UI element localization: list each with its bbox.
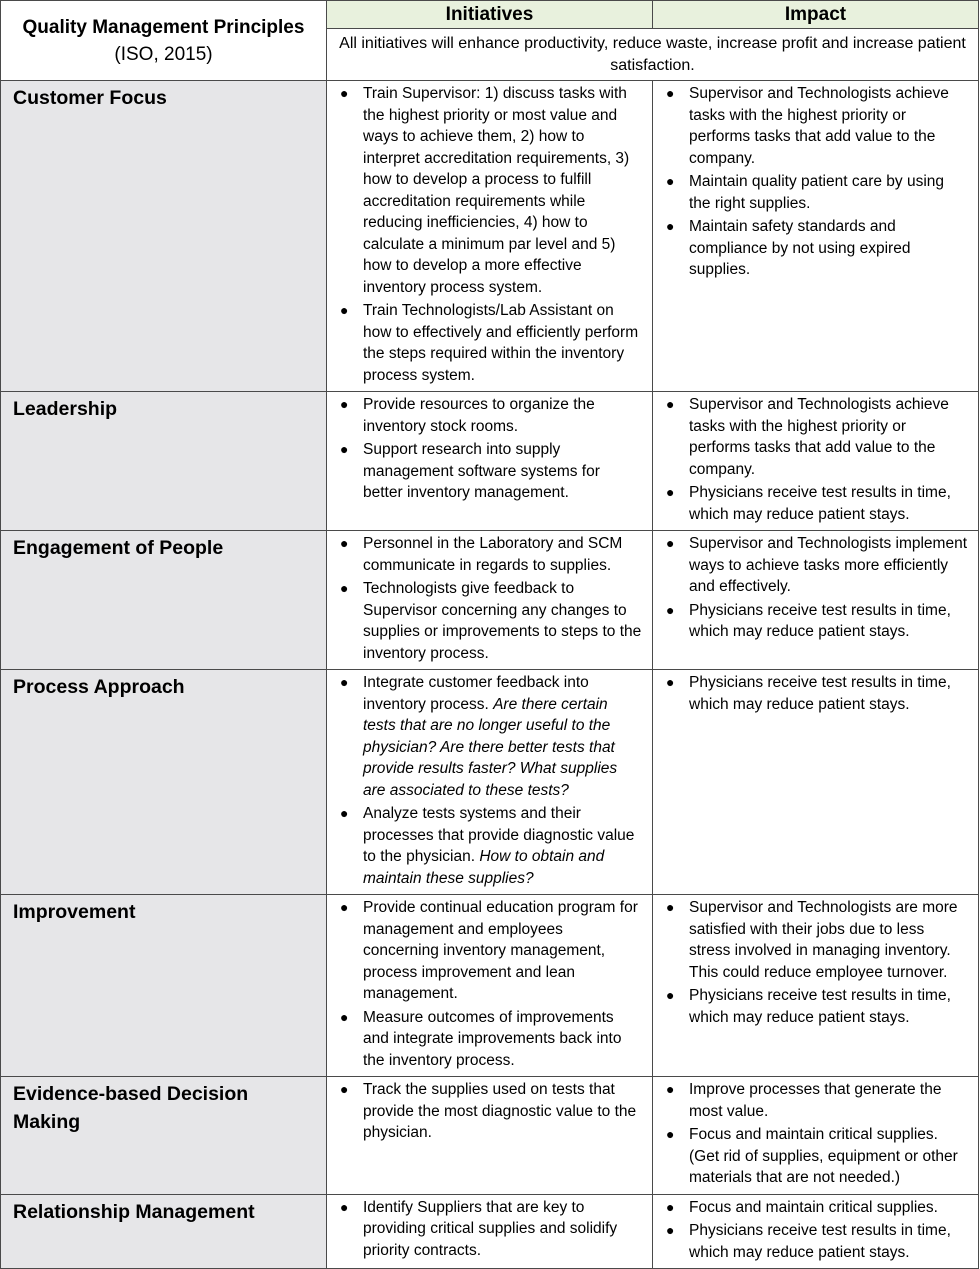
- list-item-text: Physicians receive test results in time, which may reduce patient stays.: [689, 484, 951, 523]
- list-item-text: Support research into supply management software systems for better inventory management.: [363, 441, 600, 501]
- bullet-icon: ●: [666, 1198, 675, 1215]
- impact-cell: [653, 1194, 979, 1269]
- list-item: [337, 672, 642, 801]
- list-item-text: Maintain quality patient care by using the right supplies.: [689, 173, 945, 212]
- bullet-list: [663, 83, 968, 281]
- bullet-icon: ●: [666, 535, 675, 551]
- table-row: [1, 895, 979, 1077]
- bullet-list: [663, 897, 968, 1028]
- list-item: [337, 533, 642, 576]
- list-item-text: Physicians receive test results in time, which may reduce patient stays.: [689, 601, 951, 640]
- bullet-icon: ●: [666, 218, 675, 234]
- bullet-list: [337, 533, 642, 664]
- bullet-list: [337, 1079, 642, 1144]
- table-row: [1, 531, 979, 670]
- list-item-text: Train Technologists/Lab Assistant on how to effectively and efficiently perform the steps required within the inventory process system.: [363, 302, 639, 384]
- principle-label: Leadership: [1, 392, 327, 531]
- list-item-text: Supervisor and Technologists achieve tasks with the highest priority or performs tasks that add value to the company.: [689, 85, 949, 167]
- impact-header: Impact: [653, 1, 979, 29]
- list-item-text: Analyze tests systems and their processes that provide diagnostic value to the physician.: [363, 805, 635, 865]
- bullet-list: [337, 897, 642, 1071]
- bullet-icon: ●: [340, 441, 349, 457]
- list-item: [337, 83, 642, 298]
- principle-header: [1, 1, 327, 81]
- principle-header-source: (ISO, 2015): [114, 43, 213, 65]
- list-item-text: Provide continual education program for management and employees concerning inventory management, process improvement and lean management.: [363, 899, 638, 1002]
- bullet-list: [663, 1197, 968, 1264]
- principle-label: Evidence-based Decision Making: [1, 1077, 327, 1195]
- list-item-text: Supervisor and Technologists are more satisfied with their jobs due to less stress involved in managing inventory. This could reduce employee turnover.: [689, 899, 958, 981]
- principle-label: Process Approach: [1, 670, 327, 895]
- bullet-icon: ●: [340, 805, 349, 821]
- initiatives-cell: [327, 81, 653, 392]
- list-item: [337, 897, 642, 1005]
- bullet-list: [663, 672, 968, 715]
- bullet-icon: ●: [666, 1222, 675, 1238]
- bullet-list: [337, 394, 642, 504]
- principle-header-title: Quality Management Principles: [22, 16, 305, 38]
- list-item-text: Physicians receive test results in time, which may reduce patient stays.: [689, 1222, 951, 1261]
- bullet-icon: ●: [340, 580, 349, 596]
- list-item-text: Supervisor and Technologists implement ways to achieve tasks more efficiently and effectively.: [689, 535, 968, 595]
- list-item: [337, 300, 642, 386]
- bullet-icon: ●: [340, 396, 349, 412]
- table-row: [1, 392, 979, 531]
- list-item: [663, 600, 968, 643]
- list-item: [663, 1220, 968, 1263]
- list-item: [663, 83, 968, 169]
- initiatives-cell: [327, 1194, 653, 1269]
- bullet-icon: ●: [340, 1198, 349, 1215]
- list-item-text: Focus and maintain critical supplies. (Get rid of supplies, equipment or other materials that are not needed.): [689, 1126, 958, 1186]
- principle-label: Improvement: [1, 895, 327, 1077]
- initiatives-cell: [327, 1077, 653, 1195]
- list-item: [337, 803, 642, 889]
- list-item: [663, 171, 968, 214]
- impact-cell: [653, 895, 979, 1077]
- initiatives-cell: [327, 670, 653, 895]
- initiatives-cell: [327, 531, 653, 670]
- header-row: [1, 1, 979, 29]
- list-item: [663, 1124, 968, 1189]
- list-item: [663, 533, 968, 598]
- list-item-text: Identify Suppliers that are key to providing critical supplies and solidify priority contracts.: [363, 1198, 618, 1259]
- impact-cell: [653, 392, 979, 531]
- bullet-icon: ●: [340, 674, 349, 690]
- bullet-icon: ●: [666, 396, 675, 412]
- list-item: [663, 897, 968, 983]
- list-item: [337, 1197, 642, 1262]
- list-item: [663, 394, 968, 480]
- bullet-icon: ●: [666, 674, 675, 690]
- bullet-list: [663, 1079, 968, 1189]
- list-item: [663, 985, 968, 1028]
- list-item-text: Provide resources to organize the inventory stock rooms.: [363, 396, 595, 435]
- list-item-text: Physicians receive test results in time, which may reduce patient stays.: [689, 987, 951, 1026]
- initiatives-header: Initiatives: [327, 1, 653, 29]
- list-item: [663, 1079, 968, 1122]
- table-row: [1, 1077, 979, 1195]
- bullet-list: [663, 533, 968, 643]
- bullet-icon: ●: [340, 85, 349, 101]
- list-item: [337, 439, 642, 504]
- list-item: [663, 216, 968, 281]
- list-item-text: Maintain safety standards and compliance by not using expired supplies.: [689, 218, 911, 278]
- list-item-text: Technologists give feedback to Supervisor concerning any changes to supplies or improvements to steps to the inventory process.: [363, 580, 642, 662]
- bullet-icon: ●: [340, 899, 349, 915]
- table-row: [1, 670, 979, 895]
- principle-label: Relationship Management: [1, 1194, 327, 1269]
- list-item-text: Focus and maintain critical supplies.: [689, 1198, 938, 1216]
- bullet-list: [337, 672, 642, 889]
- table-row: [1, 1194, 979, 1269]
- initiatives-cell: [327, 392, 653, 531]
- list-item-question: How to obtain and maintain these supplies?: [363, 848, 605, 887]
- list-item-text: Supervisor and Technologists achieve tasks with the highest priority or performs tasks that add value to the company.: [689, 396, 949, 478]
- list-item-text: Measure outcomes of improvements and integrate improvements back into the inventory process.: [363, 1008, 622, 1069]
- bullet-icon: ●: [340, 1081, 349, 1097]
- bullet-icon: ●: [340, 1008, 349, 1025]
- initiatives-cell: [327, 895, 653, 1077]
- bullet-icon: ●: [666, 1126, 675, 1142]
- list-item: [337, 578, 642, 664]
- bullet-icon: ●: [666, 899, 675, 915]
- list-item: [337, 394, 642, 437]
- bullet-list: [337, 1197, 642, 1262]
- list-item-text: Personnel in the Laboratory and SCM communicate in regards to supplies.: [363, 535, 623, 574]
- list-item: [663, 482, 968, 525]
- list-item: [337, 1079, 642, 1144]
- bullet-icon: ●: [340, 302, 349, 318]
- list-item: [663, 1197, 968, 1219]
- bullet-icon: ●: [666, 484, 675, 500]
- list-item-text: Integrate customer feedback into inventory process.: [363, 674, 589, 713]
- list-item-text: Track the supplies used on tests that provide the most diagnostic value to the physician.: [363, 1081, 637, 1141]
- list-item-text: Improve processes that generate the most value.: [689, 1081, 942, 1120]
- bullet-list: [337, 83, 642, 386]
- bullet-icon: ●: [666, 601, 675, 618]
- bullet-icon: ●: [666, 987, 675, 1003]
- list-item: [663, 672, 968, 715]
- impact-cell: [653, 81, 979, 392]
- impact-cell: [653, 1077, 979, 1195]
- list-item-text: Train Supervisor: 1) discuss tasks with the highest priority or most value and ways to achieve them, 2) how to interpret accreditation requirements, 3) how to develop a process to fulfill accreditation requirements while reducing inefficiencies, 4) how to calculate a minimum par level and 5) how to develop a more effective inventory process system.: [363, 85, 630, 296]
- impact-cell: [653, 531, 979, 670]
- bullet-icon: ●: [666, 1081, 675, 1097]
- impact-cell: [653, 670, 979, 895]
- table-row: [1, 81, 979, 392]
- bullet-icon: ●: [666, 173, 675, 189]
- header-note: All initiatives will enhance productivity, reduce waste, increase profit and increase patient satisfaction.: [327, 29, 979, 81]
- list-item-question: Are there certain tests that are no longer useful to the physician? Are there better tests that provide results faster? What supplies are associated to these tests?: [363, 695, 618, 799]
- bullet-list: [663, 394, 968, 525]
- list-item: [337, 1007, 642, 1072]
- bullet-icon: ●: [340, 535, 349, 551]
- bullet-icon: ●: [666, 85, 675, 101]
- principle-label: Engagement of People: [1, 531, 327, 670]
- principle-label: Customer Focus: [1, 81, 327, 392]
- list-item-text: Physicians receive test results in time, which may reduce patient stays.: [689, 674, 951, 713]
